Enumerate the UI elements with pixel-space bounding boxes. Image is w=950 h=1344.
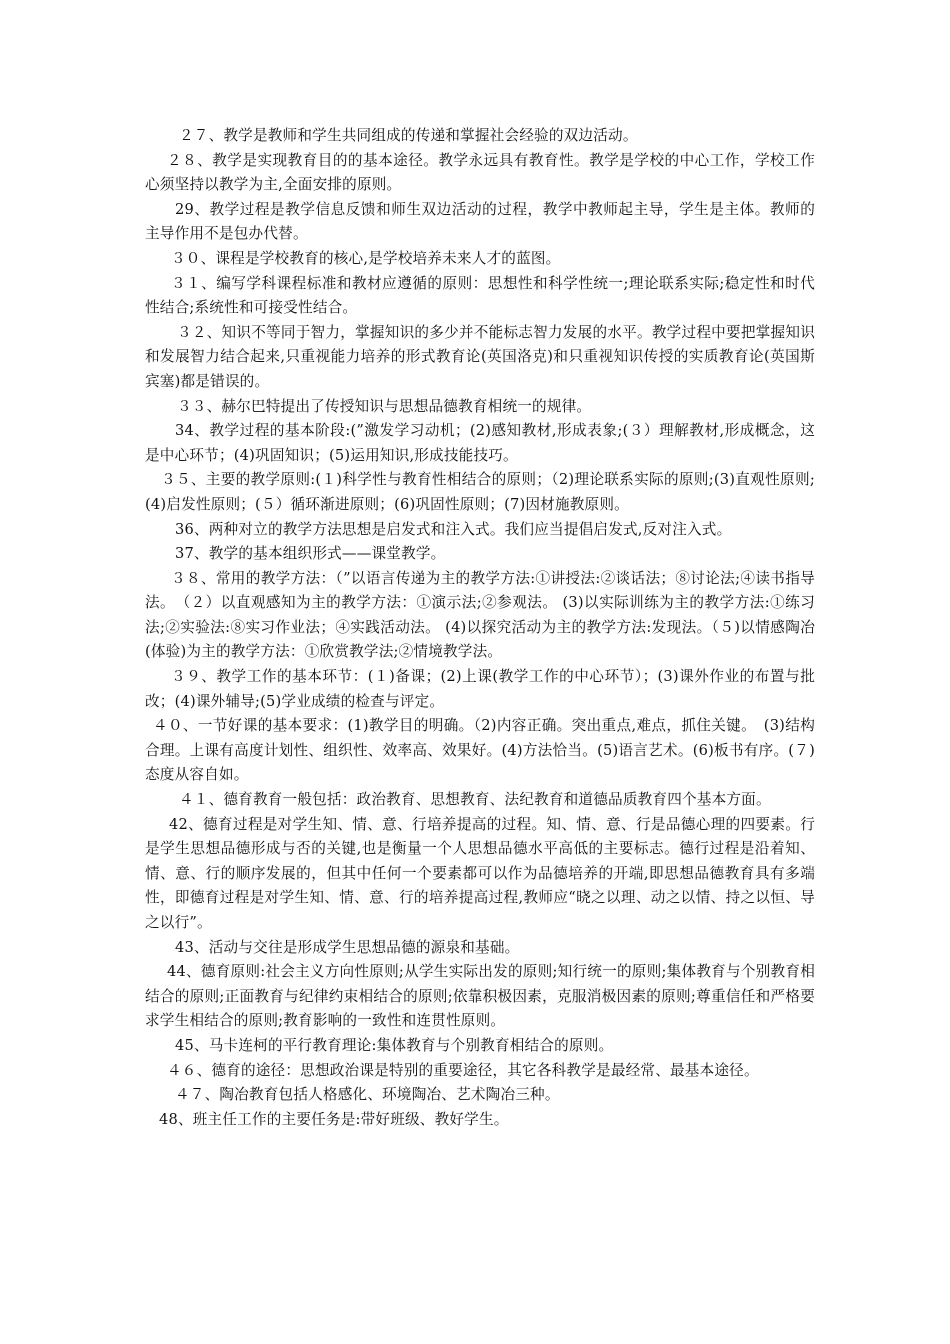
paragraph-46: ４６、德育的途径：思想政治课是特别的重要途径，其它各科教学是最经常、最基本途径。	[167, 1061, 759, 1079]
paragraph-34: 34、教学过程的基本阶段:(”激发学习动机；(2)感知教材,形成表象;(３）理解教材,形成概念，这是中心环节；(4)巩固知识；(5)运用知识,形成技能技巧。	[145, 422, 815, 464]
paragraph-32: ３２、知识不等同于智力，掌握知识的多少并不能标志智力发展的水平。教学过程中要把掌握知识和发展智力结合起来,只重视能力培养的形式教育论(英国洛克)和只重视知识传授的实质教育论(英国斯宾塞)都是错误的。	[145, 323, 815, 390]
paragraph-43: 43、活动与交往是形成学生思想品德的源泉和基础。	[175, 938, 520, 956]
paragraph-47: ４７、陶冶教育包括人格感化、环境陶冶、艺术陶冶三种。	[175, 1086, 560, 1104]
paragraph-35: ３５、主要的教学原则:(１)科学性与教育性相结合的原则；（2)理论联系实际的原则;(3)直观性原则;(4)启发性原则；(５）循环渐进原则；(6)巩固性原则；(7)因材施教原则。	[145, 471, 815, 513]
paragraph-44: 44、德育原则:社会主义方向性原则;从学生实际出发的原则;知行统一的原则;集体教育与个别教育相结合的原则;正面教育与纪律约束相结合的原则;依靠积极因素，克服消极因素的原则;尊重信任和严格要求学生相结合的原则;教育影响的一致性和连贯性原则。	[145, 963, 815, 1030]
paragraph-30: ３０、课程是学校教育的核心,是学校培养未来人才的蓝图。	[171, 249, 561, 267]
paragraph-38: ３８、常用的教学方法：（”以语言传递为主的教学方法:①讲授法:②谈话法；⑧讨论法;④读书指导法。 （２）以直观感知为主的教学方法：①演示法;②参观法。 (3)以实际训练为主的教学方法:①练习法;②实验法:⑧实习作业法；④实践活动法。 (4)以探究活动为主的教学方法:发现法。（５)以情感陶冶(体验)为主的教学方法：①欣赏教学法;②情境教学法。	[145, 569, 815, 661]
paragraph-31: ３１、编写学科课程标准和教材应遵循的原则：思想性和科学性统一;理论联系实际;稳定性和时代性结合;系统性和可接受性结合。	[145, 274, 815, 317]
paragraph-41: ４１、德育教育一般包括：政治教育、思想教育、法纪教育和道德品质教育四个基本方面。	[179, 791, 771, 809]
paragraph-37: 37、教学的基本组织形式——课堂教学。	[175, 545, 446, 563]
paragraph-48: 48、班主任工作的主要任务是:带好班级、教好学生。	[159, 1110, 509, 1128]
paragraph-33: ３３、赫尔巴特提出了传授知识与思想品德教育相统一的规律。	[177, 397, 592, 415]
document-body	[145, 124, 815, 1132]
paragraph-36: 36、两种对立的教学方法思想是启发式和注入式。我们应当提倡启发式,反对注入式。	[175, 520, 732, 538]
paragraph-29: 29、教学过程是教学信息反馈和师生双边活动的过程，教学中教师起主导，学生是主体。教师的主导作用不是包办代替。	[145, 200, 815, 243]
paragraph-27: ２７、教学是教师和学生共同组成的传递和掌握社会经验的双边活动。	[179, 127, 638, 144]
paragraph-42: 42、德育过程是对学生知、情、意、行培养提高的过程。知、情、意、行是品德心理的四要素。行是学生思想品德形成与否的关键,也是衡量一个人思想品德水平高低的主要标志。德行过程是沿着知、情、意、行的顺序发展的，但其中任何一个要素都可以作为品德培养的开端,即思想品德教育具有多端性，即德育过程是对学生知、情、意、行的培养提高过程,教师应“晓之以理、动之以情、持之以恒、导之以行”。	[145, 815, 815, 931]
paragraph-28: ２８、教学是实现教育目的的基本途径。教学永远具有教育性。教学是学校的中心工作，学校工作心须坚持以教学为主,全面安排的原则。	[145, 151, 815, 194]
paragraph-39: ３９、教学工作的基本环节：(１)备课；(2)上课(教学工作的中心环节）；(3)课外作业的布置与批改；(4)课外辅导;(5)学业成绩的检查与评定。	[145, 668, 815, 710]
paragraph-40: ４０、一节好课的基本要求：(1)教学目的明确。（2)内容正确。突出重点,难点，抓住关键。 (3)结构合理。上课有高度计划性、组织性、效率高、效果好。(4)方法恰当。(5)语言艺术。(6)板书有序。(７)态度从容自如。	[145, 717, 815, 784]
paragraph-45: 45、马卡连柯的平行教育理论:集体教育与个别教育相结合的原则。	[175, 1036, 614, 1054]
